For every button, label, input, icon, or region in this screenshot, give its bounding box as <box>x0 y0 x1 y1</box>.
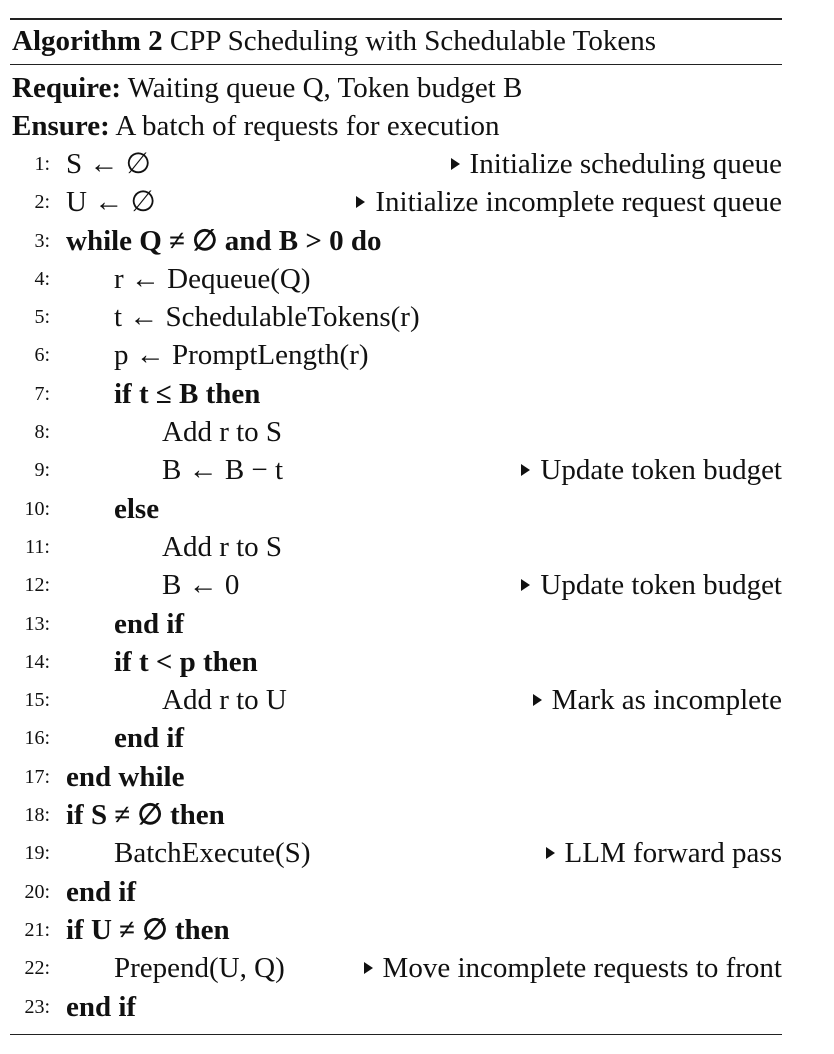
line-number: 12: <box>24 574 50 597</box>
algorithm-line <box>10 260 782 298</box>
algorithm-line <box>10 145 782 183</box>
comment-text: LLM forward pass <box>564 837 782 870</box>
line-number: 13: <box>24 612 50 635</box>
ensure-text: A batch of requests for execution <box>115 110 500 142</box>
line-code: else <box>114 492 160 525</box>
line-number: 15: <box>24 689 50 712</box>
line-code: while Q ≠ ∅ and B > 0 do <box>66 224 382 257</box>
algorithm-line <box>10 988 782 1026</box>
line-code: Prepend(U, Q) <box>114 952 285 985</box>
line-code: U ← ∅ <box>66 186 156 219</box>
line-number: 20: <box>24 880 50 903</box>
line-code: S ← ∅ <box>66 148 151 180</box>
algorithm-line <box>10 605 782 643</box>
line-code: p ← PromptLength(r) <box>114 339 369 372</box>
algorithm-line <box>10 758 782 796</box>
algorithm-lines <box>10 145 782 1026</box>
algorithm-label: Algorithm 2 <box>12 25 163 57</box>
line-number: 11: <box>25 535 50 558</box>
line-number: 9: <box>34 459 50 482</box>
line-code: t ← SchedulableTokens(r) <box>114 301 420 334</box>
comment-text: Mark as incomplete <box>551 684 782 717</box>
require-keyword: Require: <box>12 72 122 104</box>
algorithm-title: CPP Scheduling with Schedulable Tokens <box>169 25 656 57</box>
line-number: 4: <box>34 267 50 290</box>
line-comment <box>451 145 782 183</box>
line-number: 10: <box>24 497 50 520</box>
algorithm-line <box>10 528 782 566</box>
algorithm-line <box>10 183 782 221</box>
algorithm-line <box>10 834 782 872</box>
comment-triangle-icon <box>546 847 555 859</box>
line-number: 8: <box>34 421 50 444</box>
line-number: 17: <box>24 765 50 788</box>
algorithm-line <box>10 681 782 719</box>
algorithm-line <box>10 413 782 451</box>
algorithm-line <box>10 911 782 949</box>
line-comment <box>521 566 782 604</box>
line-number: 2: <box>34 191 50 214</box>
algorithm-line <box>10 566 782 604</box>
line-code: Add r to U <box>162 684 287 717</box>
line-number: 18: <box>24 804 50 827</box>
line-code: Add r to S <box>162 416 283 449</box>
algorithm-line <box>10 336 782 374</box>
comment-text: Move incomplete requests to front <box>382 952 782 985</box>
comment-triangle-icon <box>521 579 530 591</box>
algorithm-block <box>10 18 782 1035</box>
require-text: Waiting queue Q, Token budget B <box>127 72 523 104</box>
line-code: B ← 0 <box>162 569 240 602</box>
algorithm-line <box>10 643 782 681</box>
line-number: 3: <box>34 229 50 252</box>
line-code: end if <box>114 722 185 755</box>
line-number: 16: <box>24 727 50 750</box>
line-number: 14: <box>24 650 50 673</box>
line-number: 5: <box>34 306 50 329</box>
require-line <box>10 69 782 107</box>
comment-text: Initialize scheduling queue <box>469 148 782 180</box>
line-comment <box>364 949 782 987</box>
comment-text: Update token budget <box>540 569 782 602</box>
algorithm-line <box>10 490 782 528</box>
line-number: 1: <box>34 153 50 175</box>
line-comment <box>533 681 782 719</box>
algorithm-caption <box>10 20 782 64</box>
comment-triangle-icon <box>356 196 365 208</box>
comment-triangle-icon <box>451 158 460 170</box>
line-code: if t ≤ B then <box>114 377 261 410</box>
algorithm-line <box>10 873 782 911</box>
line-code: B ← B − t <box>162 454 284 487</box>
algorithm-line <box>10 375 782 413</box>
ensure-keyword: Ensure: <box>12 110 110 142</box>
line-number: 6: <box>34 344 50 367</box>
line-code: if S ≠ ∅ then <box>66 799 225 832</box>
ensure-line <box>10 107 782 145</box>
line-code: r ← Dequeue(Q) <box>114 262 311 295</box>
comment-text: Update token budget <box>540 454 782 487</box>
algorithm-line <box>10 298 782 336</box>
algorithm-line <box>10 719 782 757</box>
algorithm-line <box>10 222 782 260</box>
line-number: 23: <box>24 995 50 1018</box>
algorithm-line <box>10 949 782 987</box>
line-code: end while <box>66 760 185 793</box>
line-code: end if <box>66 990 137 1023</box>
line-comment <box>521 451 782 489</box>
comment-triangle-icon <box>364 962 373 974</box>
comment-triangle-icon <box>533 694 542 706</box>
line-code: end if <box>66 875 137 908</box>
bottom-rule <box>10 1034 782 1035</box>
line-code: end if <box>114 607 185 640</box>
line-code: Add r to S <box>162 530 283 563</box>
line-comment <box>356 183 782 221</box>
line-number: 22: <box>24 957 50 980</box>
line-number: 7: <box>34 382 50 405</box>
algorithm-line <box>10 796 782 834</box>
line-code: BatchExecute(S) <box>114 837 311 870</box>
line-comment <box>546 834 782 872</box>
comment-text: Initialize incomplete request queue <box>375 186 782 219</box>
line-code: if U ≠ ∅ then <box>66 913 230 946</box>
comment-triangle-icon <box>521 464 530 476</box>
line-code: if t < p then <box>114 645 258 678</box>
algorithm-line <box>10 451 782 489</box>
line-number: 21: <box>24 918 50 941</box>
line-number: 19: <box>24 842 50 865</box>
